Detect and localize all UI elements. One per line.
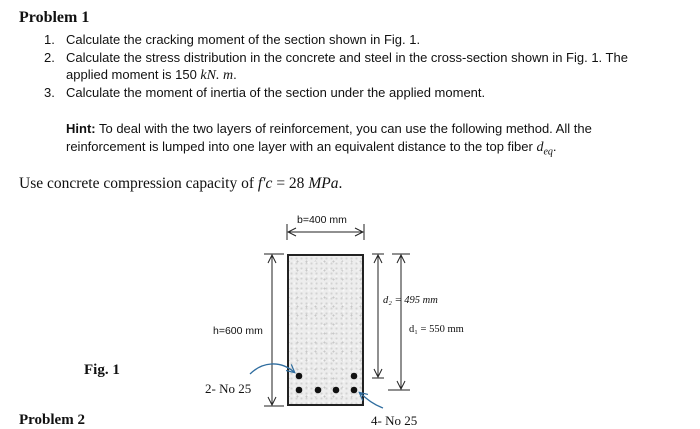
item-text: Calculate the moment of inertia of the section under the applied moment. <box>66 85 486 100</box>
item-text-cont: applied moment is 150 <box>66 67 201 82</box>
d2-dimension <box>372 254 384 378</box>
width-dimension <box>287 224 364 240</box>
item-number: 1. <box>44 32 55 47</box>
problem-title: Problem 1 <box>19 9 90 26</box>
rebar-top-layer <box>296 373 358 380</box>
use-end: . <box>338 175 343 192</box>
rebar-bottom-layer <box>296 387 358 394</box>
item-math: kN. m <box>200 68 234 83</box>
hint-label: Hint: <box>66 121 96 136</box>
leader-arrow-bottom-bars <box>360 393 383 408</box>
hint-math: d <box>536 140 544 155</box>
hint-end: . <box>552 139 557 154</box>
bars-bottom-label: 4- No 25 <box>371 413 418 428</box>
use-eq: = 28 <box>272 175 309 192</box>
height-label: h=600 mm <box>213 325 263 337</box>
d1-label: d₁ = 550 mm <box>409 324 464 335</box>
use-unit: MPa <box>308 175 339 192</box>
hint-text-2: reinforcement is lumped into one layer with an equivalent distance to the top fiber <box>66 139 537 154</box>
hint-text: To deal with the two layers of reinforcement, you can use the following method. All the <box>95 121 592 136</box>
hint-math-sub: eq <box>543 146 553 158</box>
use-math: f′c <box>257 175 273 192</box>
item-number: 3. <box>44 85 55 100</box>
next-problem-title: Problem 2 <box>19 412 85 428</box>
item-text-end: . <box>233 67 237 82</box>
width-label: b=400 mm <box>297 214 347 226</box>
item-text: Calculate the stress distribution in the concrete and steel in the cross-section shown in Fig. 1. The <box>66 50 628 65</box>
item-number: 2. <box>44 50 55 65</box>
d2-label: d₂ = 495 mm <box>383 295 438 306</box>
item-text: Calculate the cracking moment of the section shown in Fig. 1. <box>66 32 421 47</box>
bars-top-label: 2- No 25 <box>205 381 252 396</box>
use-text: Use concrete compression capacity of <box>19 175 258 192</box>
d1-dimension <box>388 254 410 390</box>
height-dimension <box>264 254 284 406</box>
figure-caption: Fig. 1 <box>84 362 120 378</box>
